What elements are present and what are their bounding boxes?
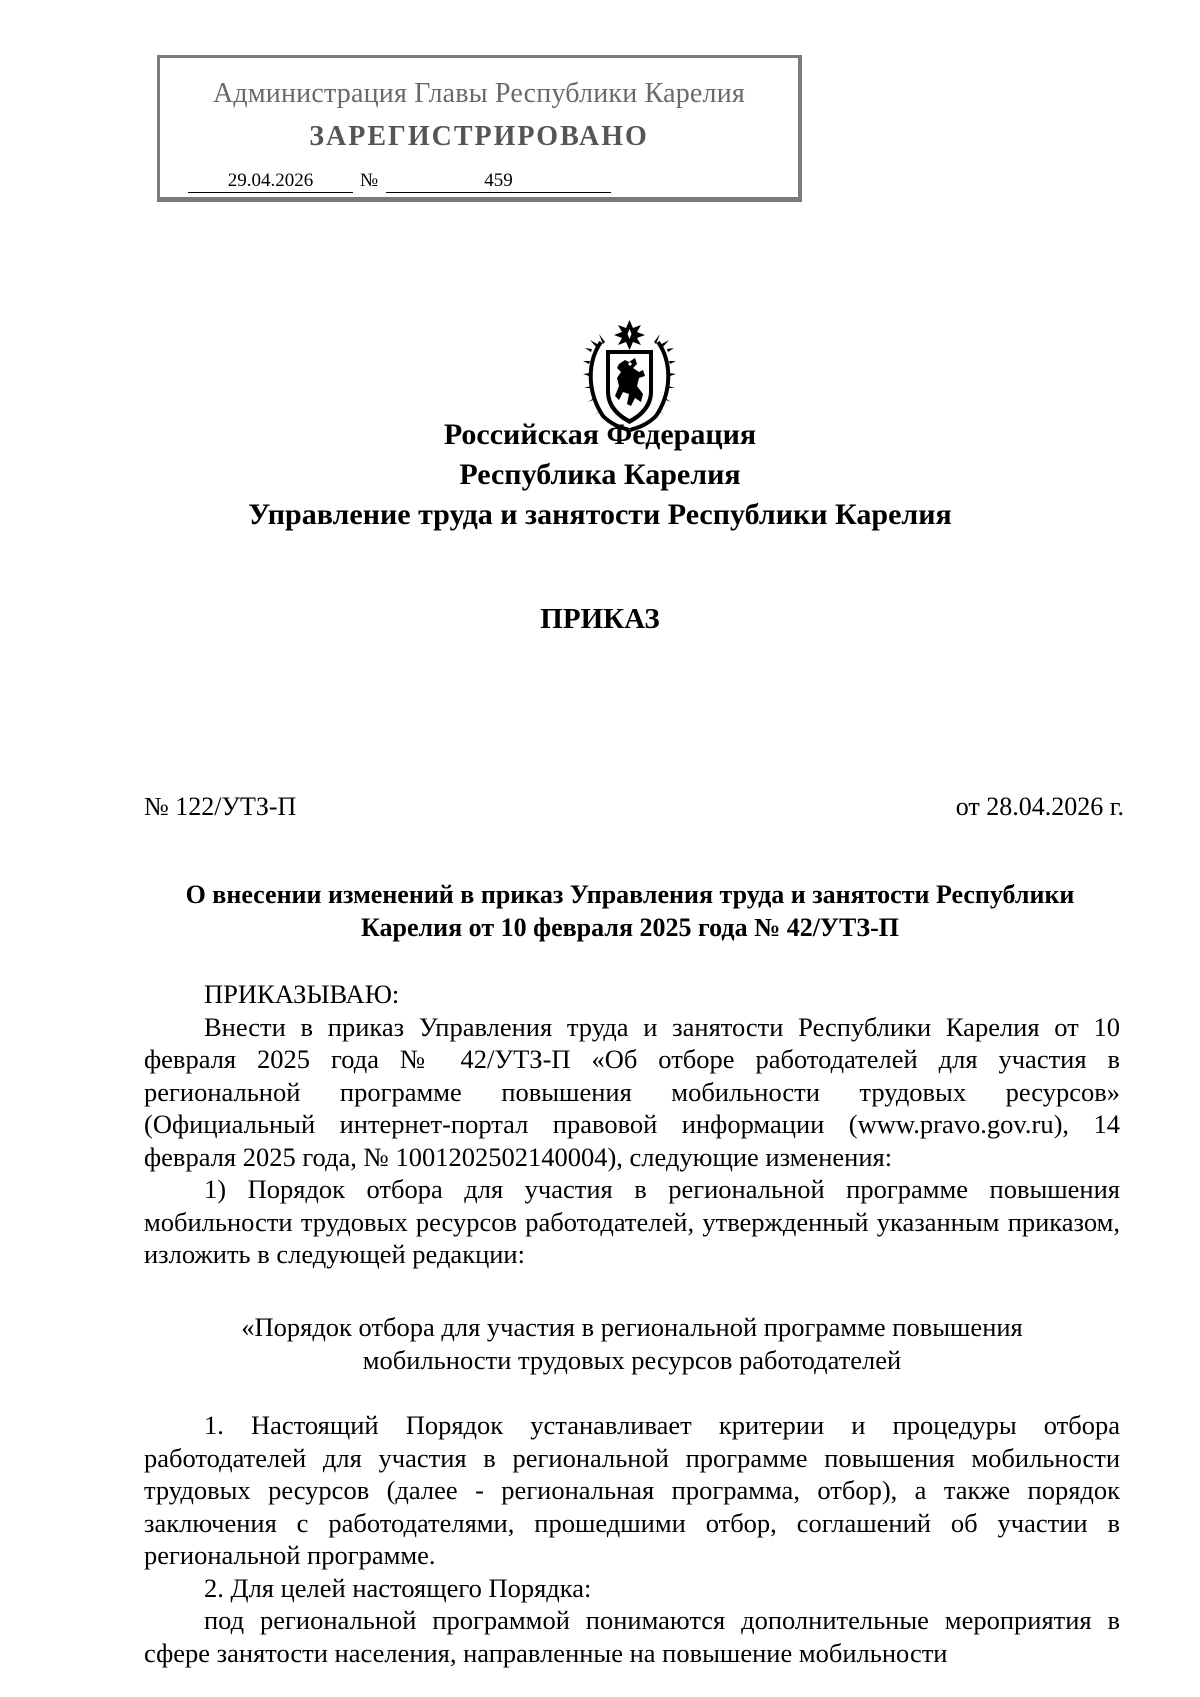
order-number: № 122/УТЗ-П bbox=[144, 792, 297, 821]
header-republic: Республика Карелия bbox=[459, 458, 741, 491]
order-body-intro bbox=[144, 978, 1120, 1271]
procedure-paragraph-1: 1. Настоящий Порядок устанавливает критерии и процедуры отбора работодателей для участия в региональной программе повышения мобильности трудовых ресурсов (далее - региональная программа, отбор), а также порядок заключения с работодателями, прошедшими отбор, соглашений об участии в региональной программе. bbox=[144, 1410, 1120, 1570]
document-type: ПРИКАЗ bbox=[540, 603, 660, 635]
order-word: ПРИКАЗЫВАЮ: bbox=[204, 979, 400, 1009]
header-agency: Управление труда и занятости Республики Карелия bbox=[248, 498, 952, 531]
order-date: от 28.04.2026 г. bbox=[955, 792, 1124, 821]
procedure-title bbox=[144, 1311, 1120, 1376]
header-country: Российская Федерация bbox=[443, 418, 757, 451]
coat-of-arms-emblem bbox=[583, 320, 676, 432]
stamp-number-sign: № bbox=[360, 170, 379, 191]
intro-paragraph: Внести в приказ Управления труда и занятости Республики Карелия от 10 февраля 2025 года № 42/УТЗ-П «Об отборе работодателей для участия в региональной программе повышения мобильности трудовых ресурсов» (Официальный интернет-портал правовой информации (www.pravo.gov.ru), 14 февраля 2025 года, № 1001202502140004), следующие изменения: bbox=[144, 1011, 1120, 1172]
item-1-paragraph: 1) Порядок отбора для участия в региональной программе повышения мобильности трудовых ресурсов работодателей, утвержденный указанным приказом, изложить в следующей редакции: bbox=[144, 1174, 1120, 1269]
stamp-registered: ЗАРЕГИСТРИРОВАНО bbox=[309, 121, 649, 152]
procedure-paragraph-2: 2. Для целей настоящего Порядка: bbox=[204, 1572, 592, 1603]
subject-line-1: О внесении изменений в приказ Управления труда и занятости Республики bbox=[185, 880, 1075, 909]
order-subject bbox=[140, 878, 1120, 944]
stamp-number: 459 bbox=[386, 170, 611, 193]
subject-line-2: Карелия от 10 февраля 2025 года № 42/УТЗ-П bbox=[361, 913, 899, 942]
stamp-administration: Администрация Главы Республики Карелия bbox=[213, 78, 745, 109]
procedure-title-line-2: мобильности трудовых ресурсов работодателей bbox=[362, 1344, 902, 1375]
procedure-title-line-1: «Порядок отбора для участия в региональной программе повышения bbox=[241, 1312, 1023, 1342]
registration-stamp bbox=[157, 55, 802, 202]
procedure-body bbox=[144, 1409, 1120, 1669]
procedure-paragraph-3: под региональной программой понимаются дополнительные мероприятия в сфере занятости населения, направленные на повышение мобильности bbox=[144, 1605, 1120, 1668]
stamp-date: 29.04.2026 bbox=[188, 170, 353, 193]
